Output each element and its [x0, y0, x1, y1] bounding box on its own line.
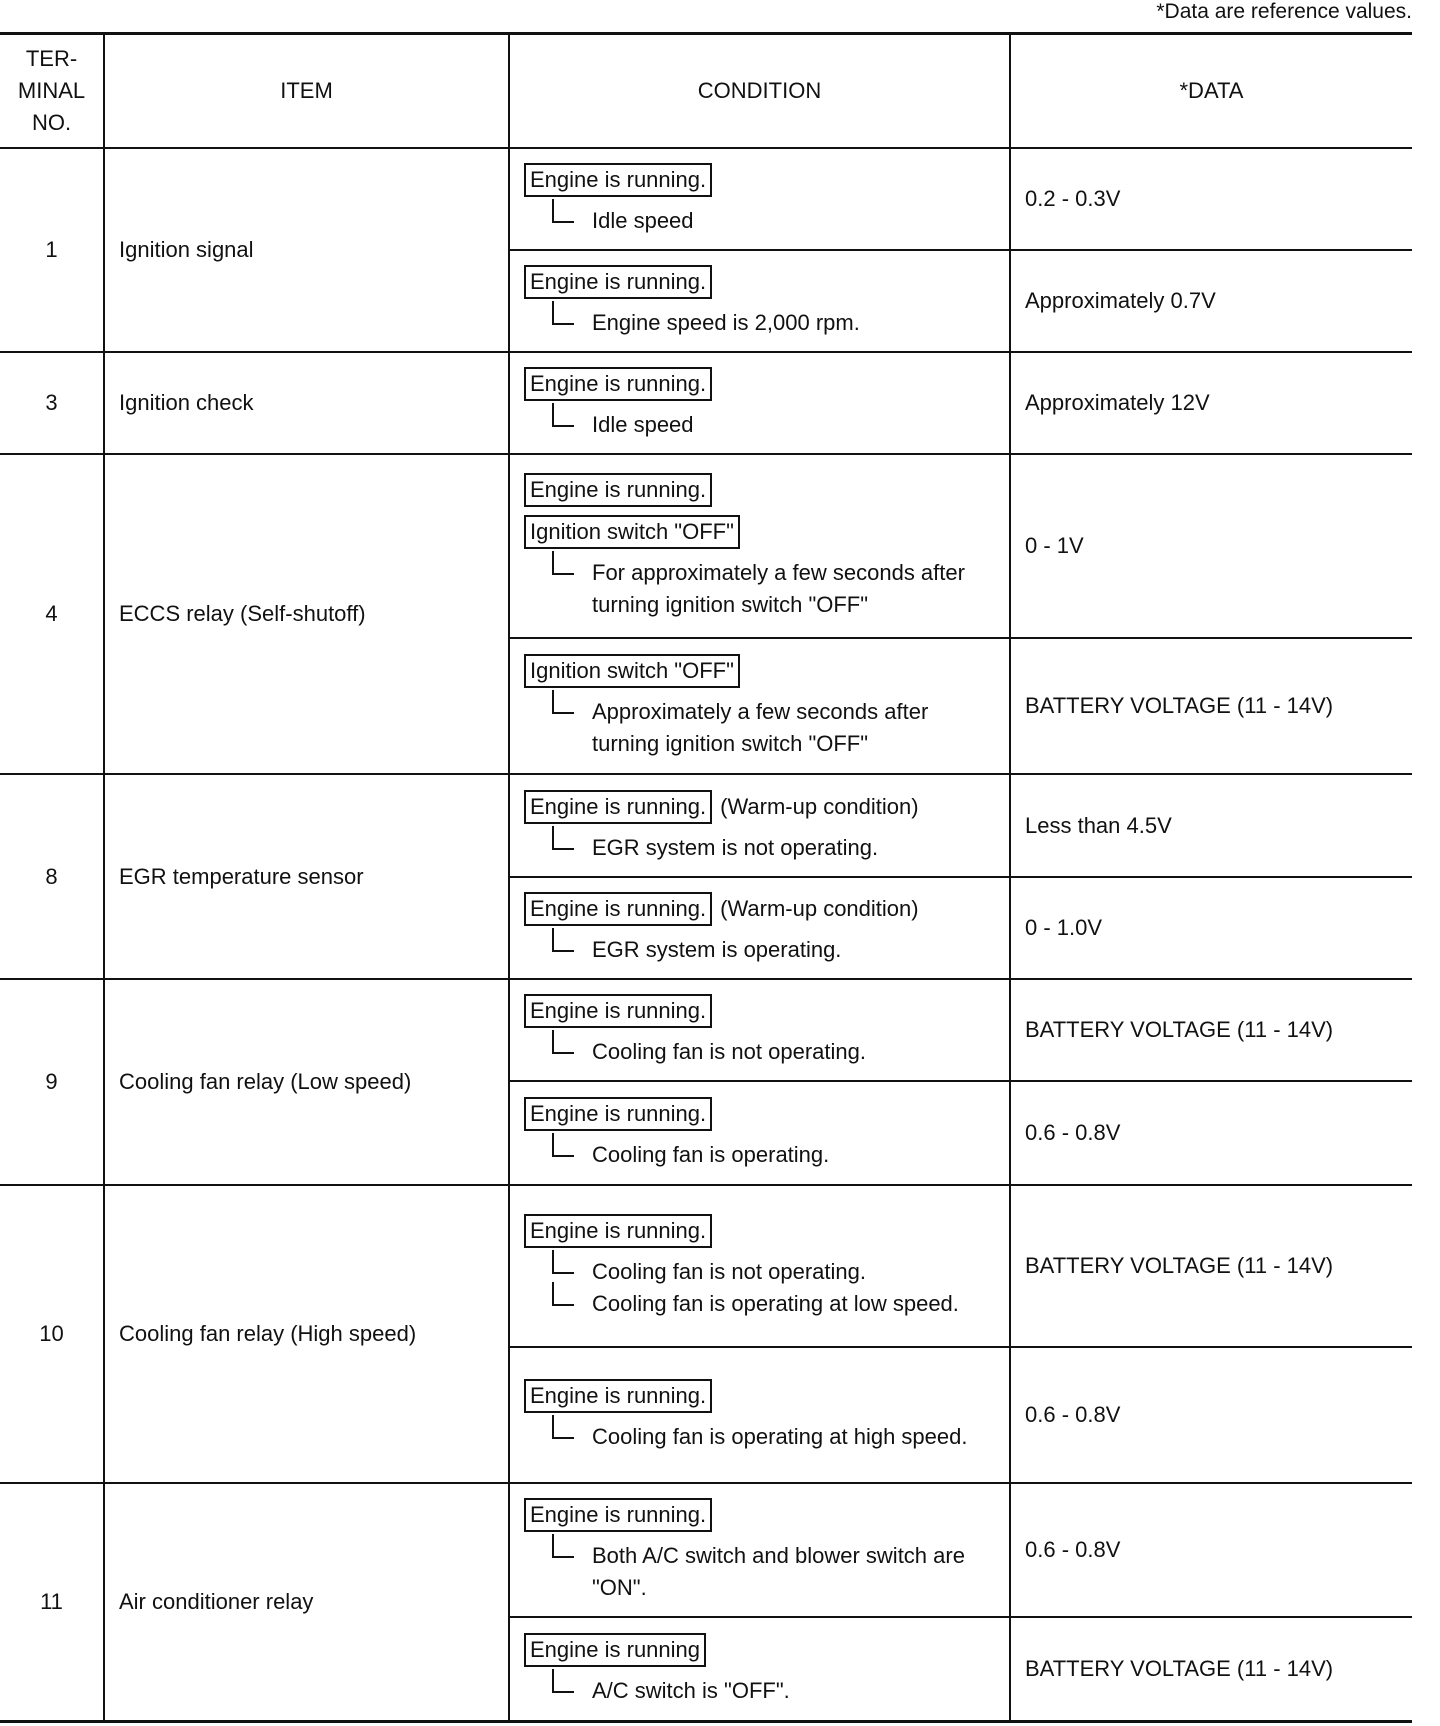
- data-value: 0.6 - 0.8V: [1010, 1483, 1412, 1617]
- sub-condition: For approximately a few seconds after turning ignition switch "OFF": [524, 557, 995, 621]
- condition-cell: [509, 877, 1010, 979]
- terminal-number: 4: [0, 454, 104, 774]
- terminal-number: 11: [0, 1483, 104, 1721]
- table-row: [0, 1483, 1412, 1617]
- sub-condition: Idle speed: [524, 205, 995, 237]
- sub-condition: Both A/C switch and blower switch are "ON".: [524, 1540, 995, 1604]
- data-value: Less than 4.5V: [1010, 774, 1412, 877]
- data-value: 0 - 1V: [1010, 454, 1412, 638]
- reference-note: *Data are reference values.: [1156, 0, 1412, 23]
- sub-condition: Engine speed is 2,000 rpm.: [524, 307, 995, 339]
- condition-cell: [509, 1347, 1010, 1483]
- data-value: 0.6 - 0.8V: [1010, 1347, 1412, 1483]
- sub-condition: Cooling fan is operating at low speed.: [524, 1288, 995, 1320]
- sub-condition: A/C switch is "OFF".: [524, 1675, 995, 1707]
- condition-cell: [509, 774, 1010, 877]
- table-row: [0, 774, 1412, 877]
- sub-condition: EGR system is operating.: [524, 934, 995, 966]
- table-row: [0, 1185, 1412, 1347]
- data-value: BATTERY VOLTAGE (11 - 14V): [1010, 638, 1412, 774]
- item-name: Ignition check: [104, 352, 509, 454]
- condition-cell: [509, 352, 1010, 454]
- table-row: [0, 352, 1412, 454]
- data-value: Approximately 12V: [1010, 352, 1412, 454]
- condition-box: Engine is running: [524, 1633, 706, 1667]
- condition-cell: [509, 1483, 1010, 1617]
- header-item: ITEM: [104, 34, 509, 149]
- condition-note: (Warm-up condition): [720, 896, 919, 921]
- condition-cell: [509, 148, 1010, 250]
- condition-box: Engine is running.: [524, 1097, 712, 1131]
- condition-cell: [509, 1081, 1010, 1185]
- item-name: Air conditioner relay: [104, 1483, 509, 1721]
- condition-cell: [509, 638, 1010, 774]
- header-data: *DATA: [1010, 34, 1412, 149]
- sub-condition: EGR system is not operating.: [524, 832, 995, 864]
- terminal-number: 1: [0, 148, 104, 352]
- table-row: [0, 454, 1412, 638]
- item-name: ECCS relay (Self-shutoff): [104, 454, 509, 774]
- condition-box: Engine is running.: [524, 790, 712, 824]
- terminal-number: 8: [0, 774, 104, 979]
- sub-condition: Cooling fan is not operating.: [524, 1036, 995, 1068]
- condition-cell: [509, 979, 1010, 1081]
- terminal-number: 3: [0, 352, 104, 454]
- data-value: 0.6 - 0.8V: [1010, 1081, 1412, 1185]
- condition-box: Engine is running.: [524, 892, 712, 926]
- condition-box: Ignition switch "OFF": [524, 515, 740, 549]
- item-name: Ignition signal: [104, 148, 509, 352]
- header-terminal: TER- MINAL NO.: [0, 34, 104, 149]
- sub-condition: Cooling fan is operating at high speed.: [524, 1421, 995, 1453]
- terminal-data-table: [0, 32, 1412, 1723]
- condition-box: Engine is running.: [524, 1214, 712, 1248]
- condition-note: (Warm-up condition): [720, 793, 919, 819]
- table-row: [0, 979, 1412, 1081]
- data-value: 0 - 1.0V: [1010, 877, 1412, 979]
- condition-cell: [509, 250, 1010, 352]
- condition-box: Engine is running.: [524, 1379, 712, 1413]
- condition-box: Engine is running.: [524, 994, 712, 1028]
- condition-cell: [509, 454, 1010, 638]
- data-value: Approximately 0.7V: [1010, 250, 1412, 352]
- condition-box: Ignition switch "OFF": [524, 654, 740, 688]
- data-value: BATTERY VOLTAGE (11 - 14V): [1010, 1185, 1412, 1347]
- data-value: BATTERY VOLTAGE (11 - 14V): [1010, 1617, 1412, 1721]
- sub-condition: Approximately a few seconds after turning ignition switch "OFF": [524, 696, 995, 760]
- condition-cell: [509, 1617, 1010, 1721]
- condition-box: Engine is running.: [524, 1498, 712, 1532]
- table-row: [0, 148, 1412, 250]
- condition-box: Engine is running.: [524, 367, 712, 401]
- data-value: BATTERY VOLTAGE (11 - 14V): [1010, 979, 1412, 1081]
- data-value: 0.2 - 0.3V: [1010, 148, 1412, 250]
- terminal-number: 10: [0, 1185, 104, 1483]
- table-header: [0, 34, 1412, 149]
- condition-box: Engine is running.: [524, 265, 712, 299]
- condition-box: Engine is running.: [524, 163, 712, 197]
- terminal-number: 9: [0, 979, 104, 1185]
- sub-condition: Cooling fan is not operating.: [524, 1256, 995, 1288]
- item-name: EGR temperature sensor: [104, 774, 509, 979]
- condition-box: Engine is running.: [524, 473, 712, 507]
- sub-condition: Idle speed: [524, 409, 995, 441]
- item-name: Cooling fan relay (High speed): [104, 1185, 509, 1483]
- header-condition: CONDITION: [509, 34, 1010, 149]
- item-name: Cooling fan relay (Low speed): [104, 979, 509, 1185]
- sub-condition: Cooling fan is operating.: [524, 1139, 995, 1171]
- condition-cell: [509, 1185, 1010, 1347]
